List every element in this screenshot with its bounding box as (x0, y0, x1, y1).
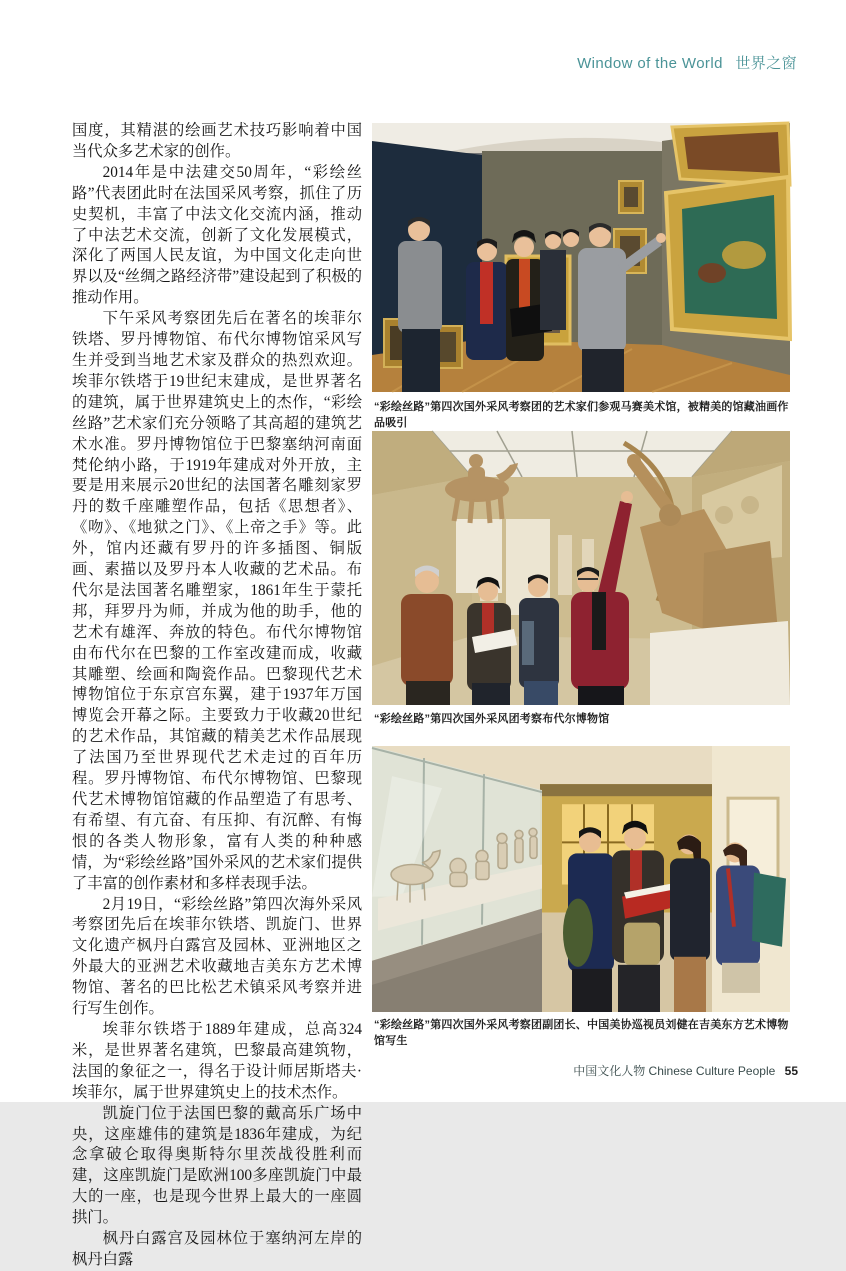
photo-guimet-museum (372, 746, 790, 1012)
paragraph: 枫丹白露宫及园林位于塞纳河左岸的枫丹白露 (72, 1230, 362, 1268)
paragraph: 2014年是中法建交50周年，“彩绘丝路”代表团此时在法国采风考察，抓住了历史契机，丰富了中法文化交流内涵，推动了中法艺术交流，创新了文化发展模式，深化了两国人民友谊，为中国文化走向世界以及“丝绸之路经济带”建设起到了积极的推动作用。 (72, 163, 362, 307)
journal-name-zh: 中国文化人物 (573, 1064, 646, 1078)
section-title-zh: 世界之窗 (735, 55, 797, 72)
photo-2-illustration (372, 431, 790, 705)
page-number: 55 (784, 1064, 798, 1078)
section-title-en: Window of the World (577, 55, 723, 72)
paragraph: 2月19日，“彩绘丝路”第四次海外采风考察团先后在埃菲尔铁塔、凯旋门、世界文化遗产枫丹白露宫及园林、亚洲地区之外最大的亚洲艺术收藏地吉美东方艺术博物馆、著名的巴比松艺术镇采风考察并进行写生创作。 (72, 895, 362, 1018)
photo-3-illustration (372, 746, 790, 1012)
photo-1-illustration (372, 123, 790, 392)
photo-marseille-art-museum (372, 123, 790, 392)
section-header (577, 52, 797, 73)
paragraph: 下午采风考察团先后在著名的埃菲尔铁塔、罗丹博物馆、布代尔博物馆采风写生并受到当地艺术家及群众的热烈欢迎。埃菲尔铁塔于19世纪末建成，是世界著名的建筑，属于世界建筑史上的杰作，“彩绘丝路”艺术家们充分领略了其高超的建筑艺术水准。罗丹博物馆位于巴黎塞纳河南面梵伦纳小路，于1919年建成对外开放，主要是用来展示20世纪的法国著名雕刻家罗丹的数千座雕塑作品，包括《思想者》、《吻》、《地狱之门》、《上帝之手》等。此外，馆内还藏有罗丹的许多插图、铜版画、素描以及罗丹本人收藏的艺术品。布代尔是法国著名雕塑家，1861年生于蒙托邦，拜罗丹为师，并成为他的助手，他的艺术有雄浑、奔放的特色。布代尔博物馆由布代尔在巴黎的工作室改建而成，收藏其雕塑、绘画和陶瓷作品。巴黎现代艺术博物馆位于东京宫东翼，建于1937年万国博览会开幕之际。主要致力于收藏20世纪的艺术作品，其馆藏的精美艺术作品展现了法国乃至世界现代艺术走过的百年历程。罗丹博物馆、布代尔博物馆、巴黎现代艺术博物馆馆藏的作品塑造了有思考、有希望、有亢奋、有压抑、有沉醉、有悔恨的各类人物形象，富有人类的种种感情，为“彩绘丝路”国外采风的艺术家们提供了丰富的创作素材和多样表现手法。 (72, 310, 362, 892)
journal-name-en: Chinese Culture People (648, 1064, 776, 1078)
page-footer (573, 1062, 798, 1079)
photo-caption: “彩绘丝路”第四次国外采风团考察布代尔博物馆 (374, 713, 610, 725)
photo-caption: “彩绘丝路”第四次国外采风考察团的艺术家们参观马赛美术馆，被精美的馆藏油画作品吸引 (374, 401, 789, 429)
paragraph: 国度，其精湛的绘画艺术技巧影响着中国当代众多艺术家的创作。 (72, 122, 362, 160)
paragraph: 埃菲尔铁塔于1889年建成，总高324米，是世界著名建筑，巴黎最高建筑物，法国的象征之一，得名于设计师居斯塔夫·埃菲尔，属于世界建筑史上的技术杰作。 (72, 1020, 362, 1101)
photo-bourdelle-museum (372, 431, 790, 705)
article-text-column (72, 121, 362, 1271)
photo-caption: “彩绘丝路”第四次国外采风考察团副团长、中国美协巡视员刘健在吉美东方艺术博物馆写生 (374, 1019, 789, 1047)
paragraph: 凯旋门位于法国巴黎的戴高乐广场中央，这座雄伟的建筑是1836年建成，为纪念拿破仑取得奥斯特尔里茨战役胜利而建，这座凯旋门是欧洲100多座凯旋门中最大的一座，也是现今世界上最大的一座圆拱门。 (72, 1104, 362, 1227)
